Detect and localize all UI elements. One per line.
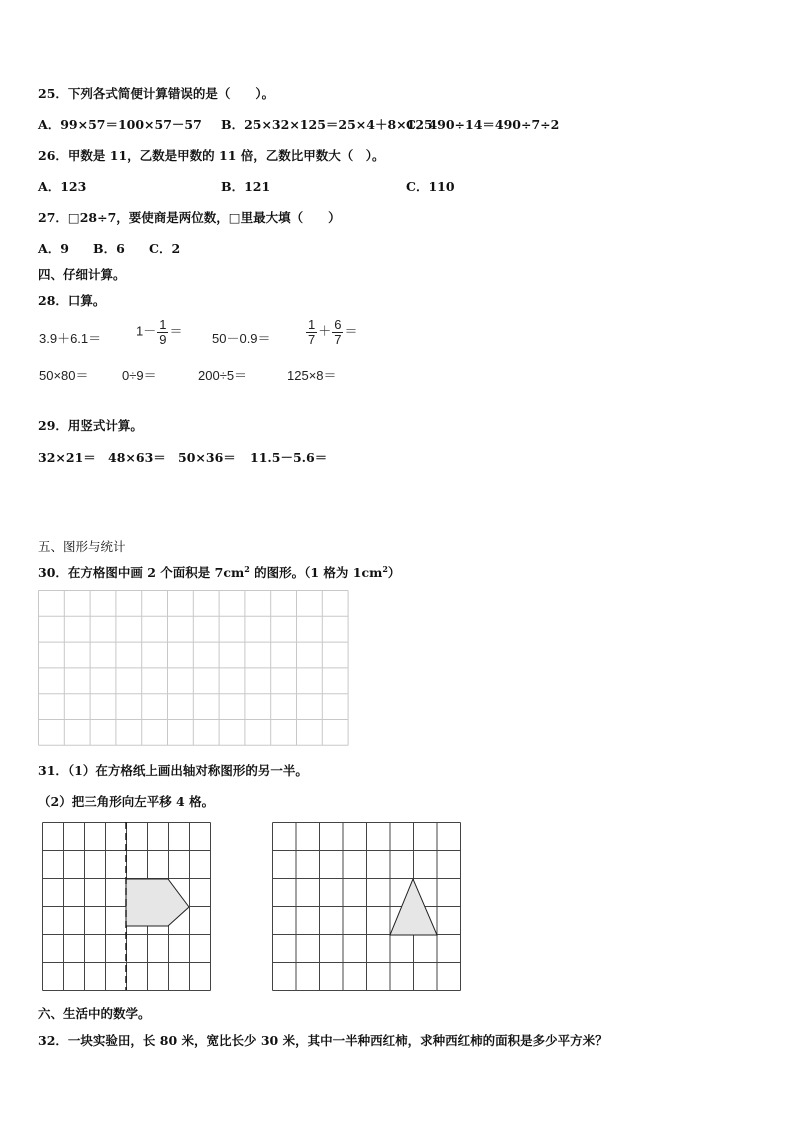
- q28-stem: 28．口算。: [38, 293, 106, 308]
- q27-stem: 27．□28÷7，要使商是两位数，□里最大填（ ）: [38, 210, 341, 225]
- section-4-title: 四、仔细计算。: [38, 267, 126, 282]
- half-hexagon-shape: [126, 879, 189, 926]
- q31-part1: 31．（1）在方格纸上画出轴对称图形的另一半。: [38, 763, 308, 778]
- grid-lines: [273, 823, 461, 991]
- q25-option-b: B．25×32×125＝25×4＋8×125: [221, 117, 433, 132]
- q27-option-a: A．9: [38, 241, 69, 256]
- q28-expr-1: 3.9＋6.1＝: [39, 331, 102, 346]
- q26-option-c: C．110: [406, 179, 455, 194]
- q28-expr-8: 125×8＝: [287, 368, 337, 383]
- q26-option-b: B．121: [221, 179, 271, 194]
- q25-option-c: C．490÷14＝490÷7÷2: [406, 117, 560, 132]
- q32-stem: 32．一块实验田，长 80 米，宽比长少 30 米，其中一半种西红柿，求种西红柿的面积是多少平方米？: [38, 1033, 608, 1048]
- q30-square-grid: [38, 590, 349, 746]
- section-6-title: 六、生活中的数学。: [38, 1006, 151, 1021]
- grid-lines: [39, 591, 349, 746]
- q31-symmetry-grid: [42, 822, 213, 991]
- q29-item-2: 48×63＝: [108, 450, 166, 465]
- q28-expr-6: 0÷9＝: [122, 368, 157, 383]
- q26-stem: 26．甲数是 11，乙数是甲数的 11 倍，乙数比甲数大（ ）。: [38, 148, 385, 163]
- q31-translation-grid: [272, 822, 462, 991]
- q28-expr-7: 200÷5＝: [198, 368, 248, 383]
- q27-option-c: C．2: [149, 241, 181, 256]
- q27-option-b: B．6: [93, 241, 125, 256]
- q29-item-1: 32×21＝: [38, 450, 96, 465]
- q25-stem: 25．下列各式简便计算错误的是（ ）。: [38, 86, 275, 101]
- q28-expr-4: $\frac{1}{7}$ ＋ $\frac{6}{7}$ ＝: [308, 317, 358, 347]
- q30-stem: 30．在方格图中画 2 个面积是 $7cm^2$ 的图形。（1 格为 $1cm^2$）: [38, 563, 401, 580]
- q31-part2: （2）把三角形向左平移 4 格。: [38, 794, 215, 809]
- q28-expr-3: 50－0.9＝: [212, 331, 271, 346]
- q29-item-4: 11.5－5.6＝: [250, 450, 328, 465]
- q25-option-a: A．99×57＝100×57－57: [38, 117, 202, 132]
- q29-stem: 29．用竖式计算。: [38, 418, 143, 433]
- section-5-title: 五、图形与统计: [38, 539, 126, 554]
- q26-option-a: A．123: [38, 179, 87, 194]
- q28-expr-5: 50×80＝: [39, 368, 89, 383]
- q28-expr-2: 1－ $\frac{1}{9}$ ＝: [136, 317, 183, 347]
- q29-item-3: 50×36＝: [178, 450, 236, 465]
